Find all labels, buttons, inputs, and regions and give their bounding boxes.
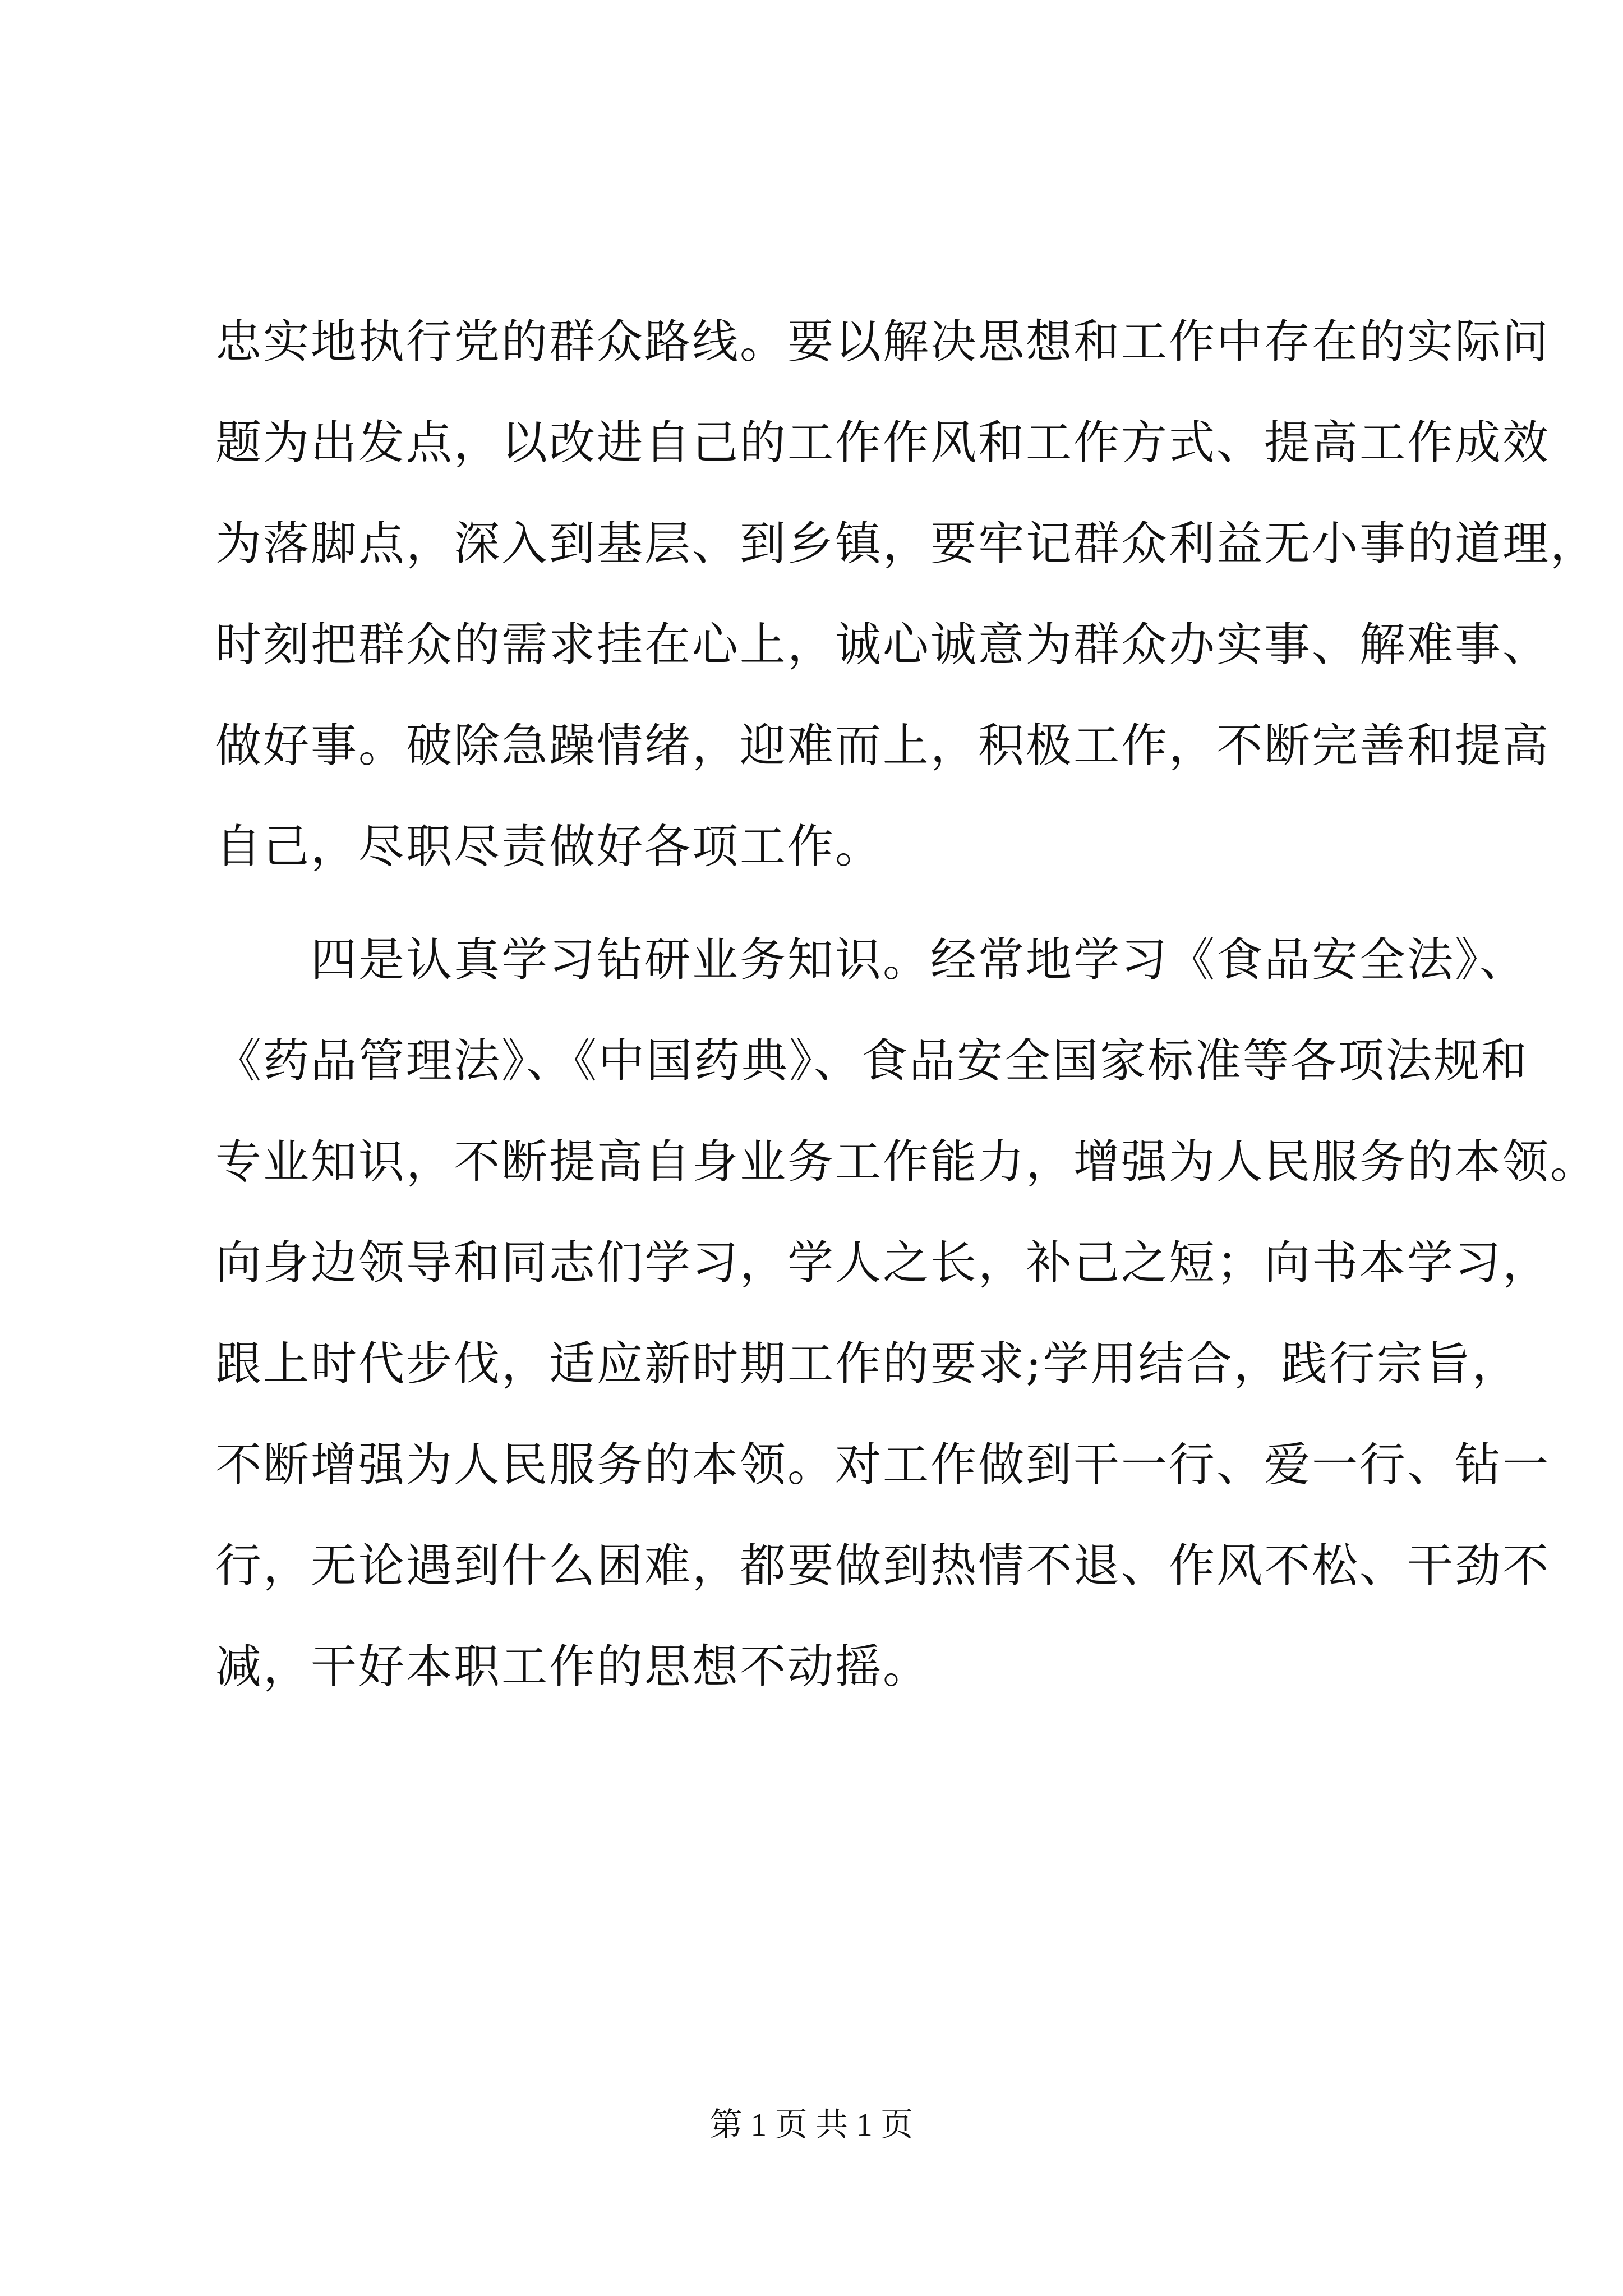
text-line: 做好事。破除急躁情绪，迎难而上，积极工作，不断完善和提高: [215, 719, 1551, 772]
text-line: 减，干好本职工作的思想不动摇。: [215, 1640, 931, 1694]
text-line: 四是认真学习钻研业务知识。经常地学习《食品安全法》、: [215, 933, 1528, 987]
text-line: 时刻把群众的需求挂在心上，诚心诚意为群众办实事、解难事、: [215, 618, 1551, 671]
text-line: 专业知识，不断提高自身业务工作能力，增强为人民服务的本领。: [215, 1135, 1598, 1189]
text-line: 为落脚点，深入到基层、到乡镇，要牢记群众利益无小事的道理，: [215, 517, 1598, 570]
text-line: 跟上时代步伐，适应新时期工作的要求;学用结合，践行宗旨，: [215, 1337, 1520, 1391]
paragraph-1: [215, 292, 1598, 898]
page-footer: 第 1 页 共 1 页: [709, 2106, 914, 2143]
paragraph-gap: [215, 898, 1427, 910]
text-line: 自己，尽职尽责做好各项工作。: [215, 820, 883, 873]
text-line: 不断增强为人民服务的本领。对工作做到干一行、爱一行、钻一: [215, 1438, 1551, 1492]
text-line: 《药品管理法》、《中国药典》、食品安全国家标准等各项法规和: [215, 1034, 1529, 1088]
text-line: 忠实地执行党的群众路线。要以解决思想和工作中存在的实际问: [215, 315, 1551, 369]
paragraph-2: [215, 910, 1598, 1718]
text-line: 行，无论遇到什么困难，都要做到热情不退、作风不松、干劲不: [215, 1539, 1551, 1593]
text-line: 题为出发点，以改进自己的工作作风和工作方式、提高工作成效: [215, 416, 1551, 470]
document-body: [215, 292, 1598, 1718]
text-line: 向身边领导和同志们学习，学人之长，补己之短；向书本学习，: [215, 1236, 1551, 1290]
